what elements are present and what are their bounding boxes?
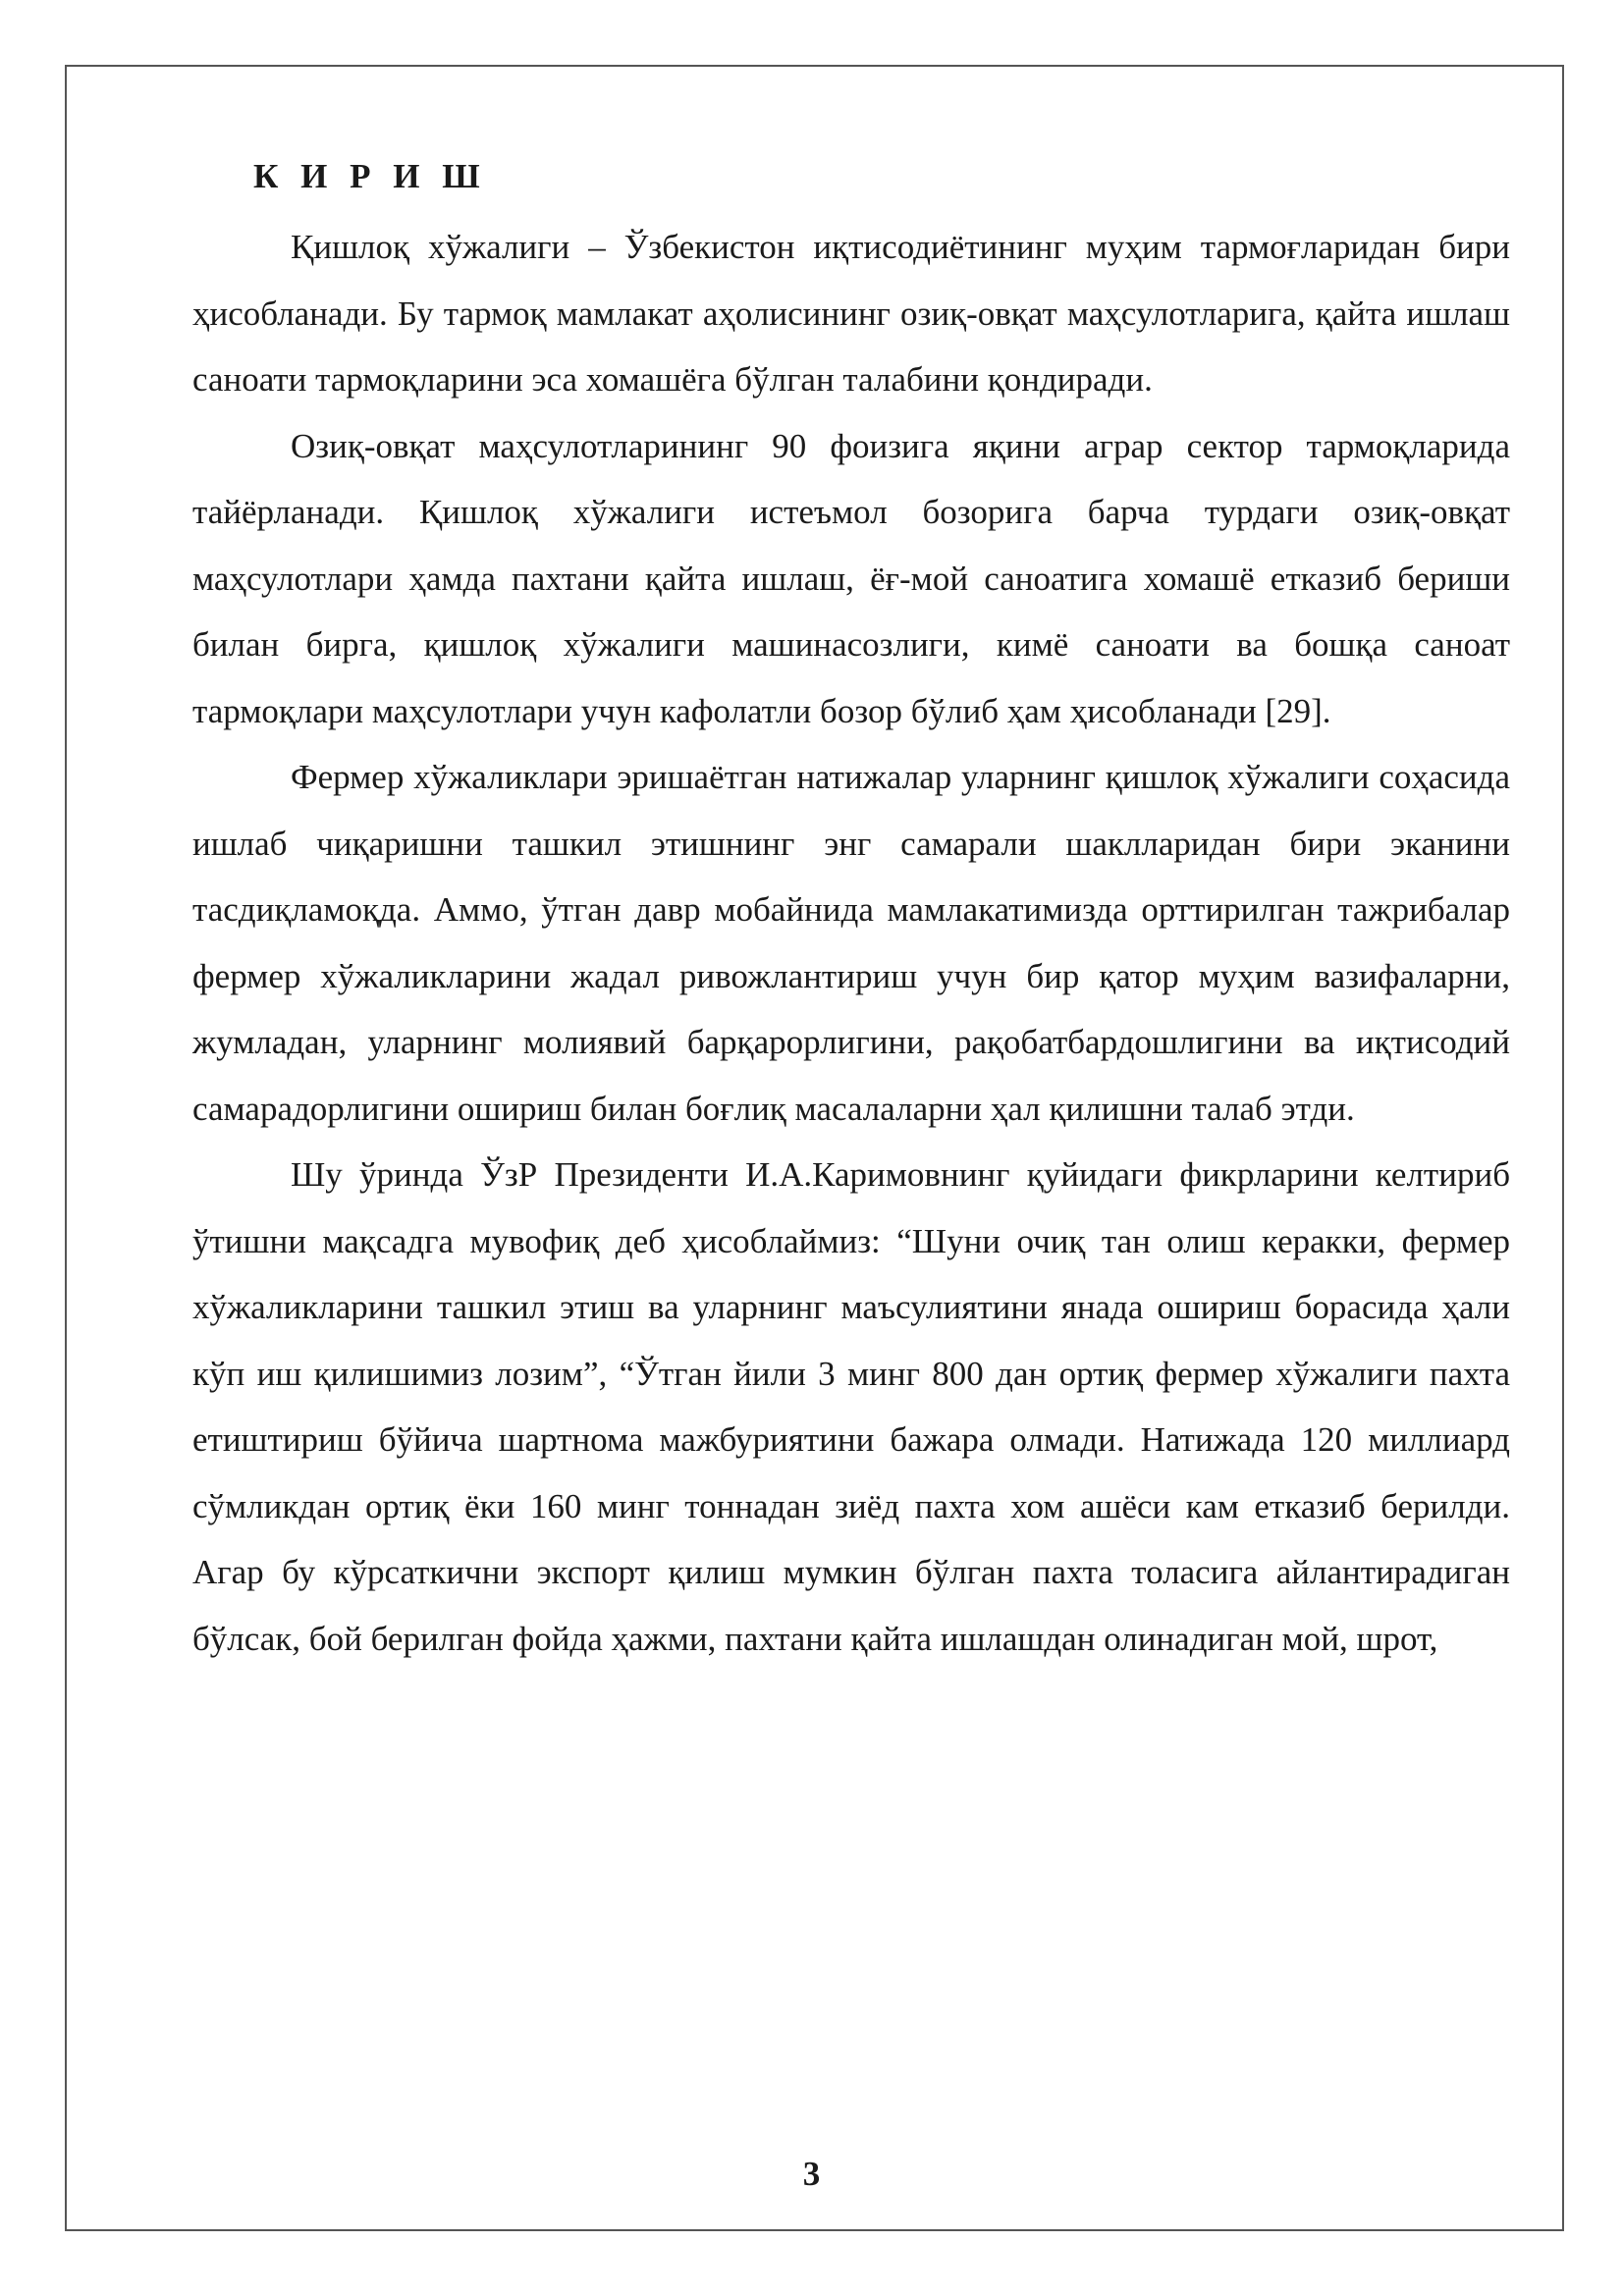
- page-number: 3: [802, 2155, 821, 2193]
- paragraph-1: Қишлоқ хўжалиги – Ўзбекистон иқтисодиётининг муҳим тармоғларидан бири ҳисобланади. Бу тармоқ мамлакат аҳолисининг озиқ-овқат маҳсулотларига, қайта ишлаш саноати тармоқларини эса хомашёга бўлган талабини қондиради.: [192, 228, 1510, 399]
- section-heading: К И Р И Ш: [253, 157, 487, 195]
- paragraph-2: Озиқ-овқат маҳсулотларининг 90 фоизига яқини аграр сектор тармоқларида тайёрланади. Қишлоқ хўжалиги истеъмол бозорига барча турдаги озиқ-овқат маҳсулотлари ҳамда пахтани қайта ишлаш, ёғ-мой саноатига хомашё етказиб бериши билан бирга, қишлоқ хўжалиги машинасозлиги, кимё саноати ва бошқа саноат тармоқлари маҳсулотлари учун кафолатли бозор бўлиб ҳам ҳисобланади [29].: [192, 426, 1510, 730]
- paragraph-4: Шу ўринда ЎзР Президенти И.А.Каримовнинг қуйидаги фикрларини келтириб ўтишни мақсадга мувофиқ деб ҳисоблаймиз: “Шуни очиқ тан олиш керакки, фермер хўжаликларини ташкил этиш ва уларнинг маъсулиятини янада ошириш борасида ҳали кўп иш қилишимиз лозим”, “Ўтган йили 3 минг 800 дан ортиқ фермер хўжалиги пахта етиштириш бўйича шартнома мажбуриятини бажара олмади. Натижада 120 миллиард сўмликдан ортиқ ёки 160 минг тоннадан зиёд пахта хом ашёси кам етказиб берилди. Агар бу кўрсаткични экспорт қилиш мумкин бўлган пахта толасига айлантирадиган бўлсак, бой берилган фойда ҳажми, пахтани қайта ишлашдан олинадиган мой, шрот,: [192, 1155, 1510, 1658]
- paragraph-3: Фермер хўжаликлари эришаётган натижалар уларнинг қишлоқ хўжалиги соҳасида ишлаб чиқаришни ташкил этишнинг энг самарали шаклларидан бири эканини тасдиқламоқда. Аммо, ўтган давр мобайнида мамлакатимизда орттирилган тажрибалар фермер хўжаликларини жадал ривожлантириш учун бир қатор муҳим вазифаларни, жумладан, уларнинг молиявий барқарорлигини, рақобатбардошлигини ва иқтисодий самарадорлигини ошириш билан боғлиқ масалаларни ҳал қилишни талаб этди.: [192, 758, 1510, 1128]
- page-body: [192, 147, 1510, 1672]
